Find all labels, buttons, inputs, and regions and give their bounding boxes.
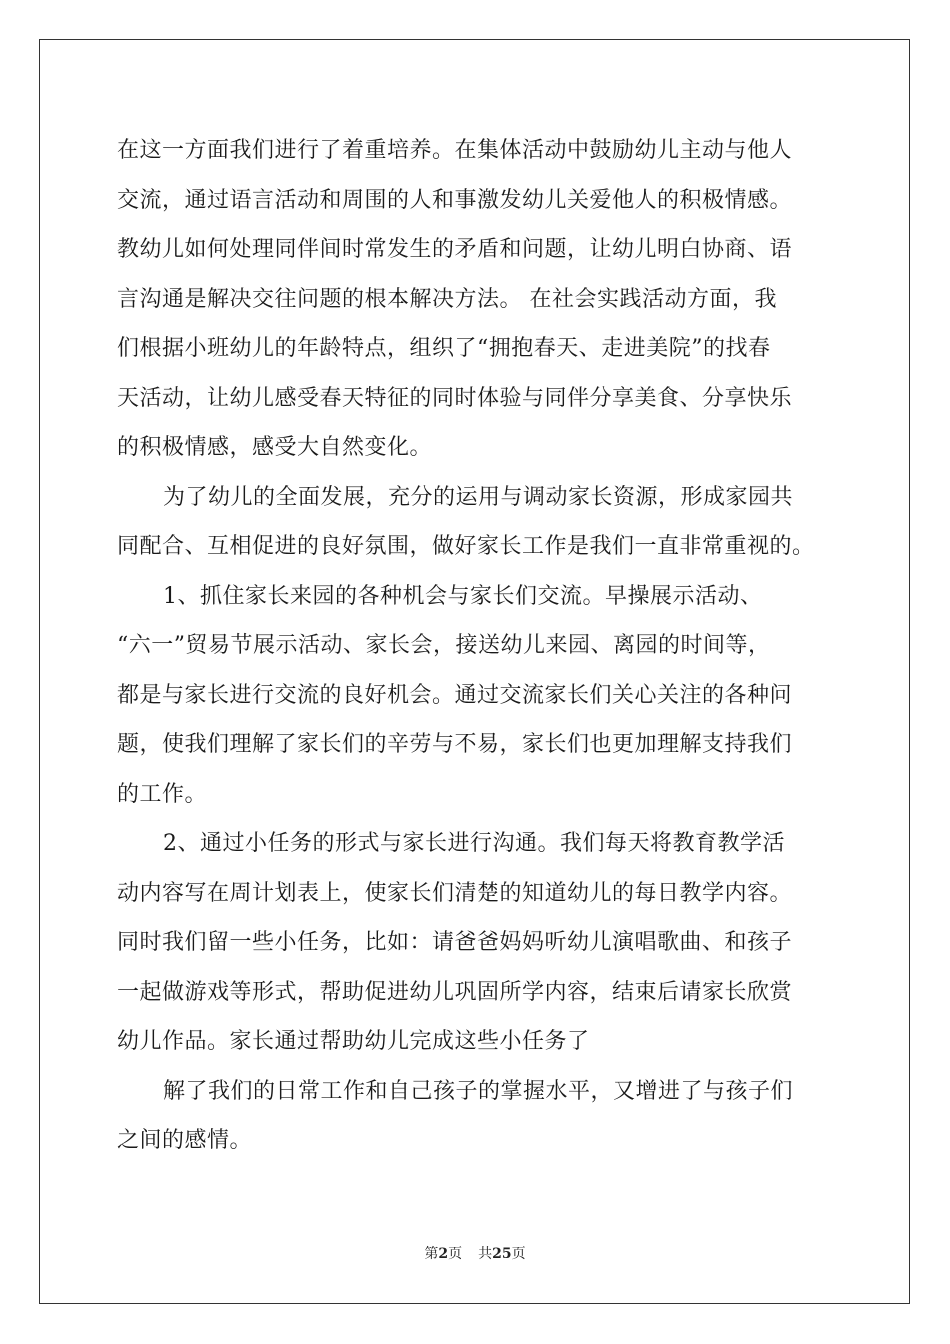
text-line: 动内容写在周计划表上，使家长们清楚的知道幼儿的每日教学内容。 xyxy=(117,880,793,906)
text-line: 之间的感情。 xyxy=(117,1128,253,1153)
text-line: 幼儿作品。家长通过帮助幼儿完成这些小任务了 xyxy=(117,1029,590,1054)
text-line: 天活动，让幼儿感受春天特征的同时体验与同伴分享美食、分享快乐 xyxy=(117,385,793,411)
text-line: 同配合、互相促进的良好氛围，做好家长工作是我们一直非常重视的。 xyxy=(117,534,815,559)
text-line: 的积极情感，感受大自然变化。 xyxy=(117,435,433,460)
footer-total-number: 25 xyxy=(492,1246,512,1262)
text-line: 交流，通过语言活动和周围的人和事激发幼儿关爱他人的积极情感。 xyxy=(117,187,793,213)
text-line: 为了幼儿的全面发展，充分的运用与调动家长资源，形成家园共 xyxy=(163,484,794,510)
text-line: 解了我们的日常工作和自己孩子的掌握水平，又增进了与孩子们 xyxy=(163,1078,794,1104)
text-line: 言沟通是解决交往问题的根本解决方法。 在社会实践活动方面，我 xyxy=(117,286,777,312)
text-line: 同时我们留一些小任务，比如：请爸爸妈妈听幼儿演唱歌曲、和孩子 xyxy=(117,930,793,955)
text-line: 教幼儿如何处理同伴间时常发生的矛盾和问题，让幼儿明白协商、语 xyxy=(117,237,793,262)
document-body xyxy=(117,126,837,1166)
text-line: 一起做游戏等形式，帮助促进幼儿巩固所学内容，结束后请家长欣赏 xyxy=(117,979,793,1005)
text-line: 1、抓住家长来园的各种机会与家长们交流。早操展示活动、 xyxy=(163,583,763,609)
text-line: 题，使我们理解了家长们的辛劳与不易，家长们也更加理解支持我们 xyxy=(117,732,793,757)
text-line: 2、通过小任务的形式与家长进行沟通。我们每天将教育教学活 xyxy=(163,831,785,856)
footer-total-prefix: 共 xyxy=(478,1246,493,1262)
page-footer xyxy=(0,1243,950,1263)
footer-page-number: 2 xyxy=(438,1246,449,1262)
text-line: 在这一方面我们进行了着重培养。在集体活动中鼓励幼儿主动与他人 xyxy=(117,138,793,163)
text-line: 的工作。 xyxy=(117,781,208,807)
footer-page-suffix: 页 xyxy=(448,1246,463,1262)
footer-total-suffix: 页 xyxy=(511,1246,526,1262)
text-line: 都是与家长进行交流的良好机会。通过交流家长们关心关注的各种问 xyxy=(117,682,793,708)
text-line: “六一”贸易节展示活动、家长会，接送幼儿来园、离园的时间等， xyxy=(117,633,771,658)
footer-page-prefix: 第 xyxy=(424,1246,439,1262)
text-line: 们根据小班幼儿的年龄特点，组织了“拥抱春天、走进美院”的找春 xyxy=(117,336,771,361)
